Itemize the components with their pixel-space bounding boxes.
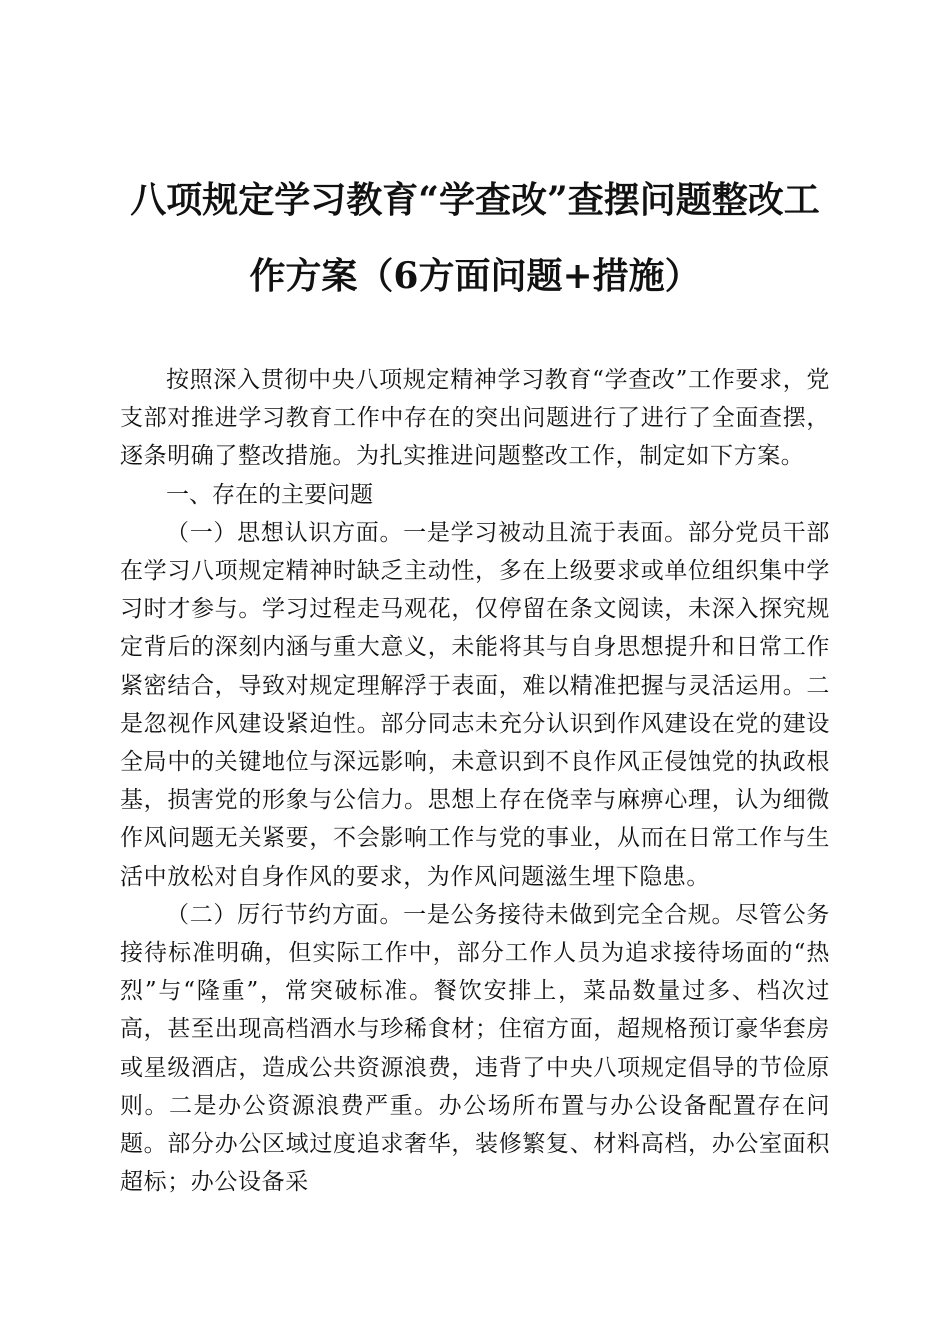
title-line-1: 八项规定学习教育“学查改”查摆问题整改工 bbox=[130, 179, 820, 221]
section-heading: 一、存在的主要问题 bbox=[166, 481, 373, 508]
ideology-paragraph: （一）思想认识方面。一是学习被动且流于表面。部分党员干部在学习八项规定精神时缺乏主动性，多在上级要求或单位组织集中学习时才参与。学习过程走马观花，仅停留在条文阅读，未深入探究规定背后的深刻内涵与重大意义，未能将其与自身思想提升和日常工作紧密结合，导致对规定理解浮于表面，难以精准把握与灵活运用。二是忽视作风建设紧迫性。部分同志未充分认识到作风建设在党的建设全局中的关键地位与深远影响，未意识到不良作风正侵蚀党的执政根基，损害党的形象与公信力。思想上存在侥幸与麻痹心理，认为细微作风问题无关紧要，不会影响工作与党的事业，从而在日常工作与生活中放松对自身作风的要求，为作风问题滋生埋下隐患。 bbox=[120, 519, 830, 890]
document-body bbox=[120, 361, 830, 1201]
title-line-2: 作方案（6方面问题+措施） bbox=[249, 255, 701, 297]
document-title bbox=[110, 162, 840, 314]
intro-paragraph: 按照深入贯彻中央八项规定精神学习教育“学查改”工作要求，党支部对推进学习教育工作中存在的突出问题进行了进行了全面查摆，逐条明确了整改措施。为扎实推进问题整改工作，制定如下方案。 bbox=[120, 367, 830, 470]
frugality-paragraph: （二）厉行节约方面。一是公务接待未做到完全合规。尽管公务接待标准明确，但实际工作中，部分工作人员为追求接待场面的“热烈”与“隆重”，常突破标准。餐饮安排上，菜品数量过多、档次过高，甚至出现高档酒水与珍稀食材；住宿方面，超规格预订豪华套房或星级酒店，造成公共资源浪费，违背了中央八项规定倡导的节俭原则。二是办公资源浪费严重。办公场所布置与办公设备配置存在问题。部分办公区域过度追求奢华，装修繁复、材料高档，办公室面积超标；办公设备采 bbox=[120, 901, 830, 1196]
